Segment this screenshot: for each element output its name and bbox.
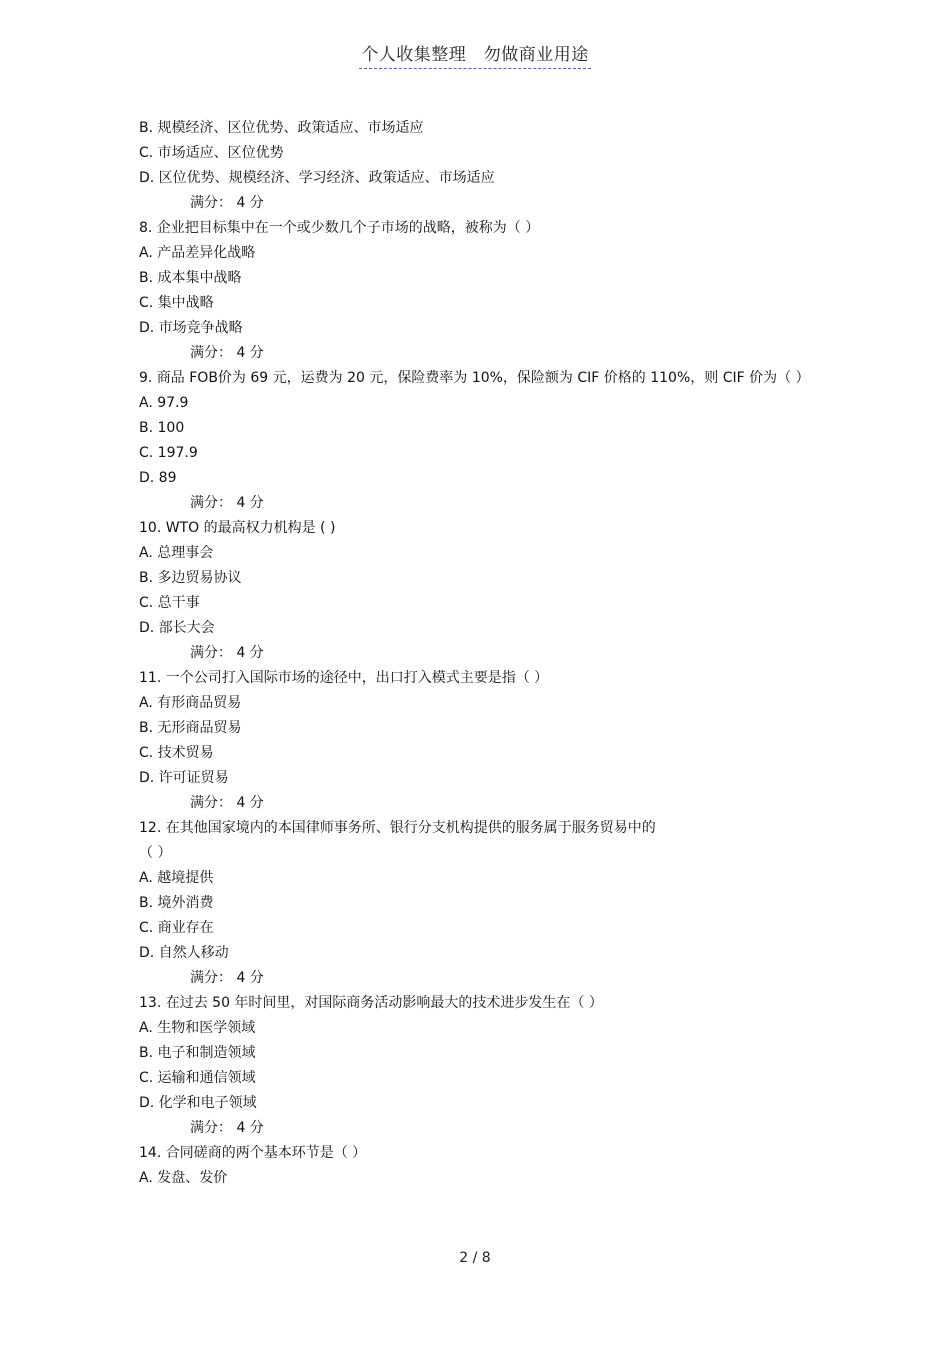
page-header bbox=[0, 40, 950, 69]
option-a: A. 97.9 bbox=[139, 395, 189, 411]
option-d: D. 化学和电子领域 bbox=[139, 1095, 257, 1111]
header-title: 个人收集整理 勿做商业用途 bbox=[359, 40, 591, 69]
score-line: 满分： 4 分 bbox=[190, 795, 264, 811]
question-12-blank: （ ） bbox=[139, 845, 172, 861]
option-b: B. 100 bbox=[139, 420, 185, 436]
option-a: A. 产品差异化战略 bbox=[139, 245, 256, 261]
question-9: 9. 商品 FOB价为 69 元，运费为 20 元，保险费率为 10%，保险额为 CIF 价格的 110%，则 CIF 价为（ ） bbox=[139, 370, 810, 386]
option-c: C. 197.9 bbox=[139, 445, 198, 461]
option-b: B. 成本集中战略 bbox=[139, 270, 242, 286]
option-d: D. 区位优势、规模经济、学习经济、政策适应、市场适应 bbox=[139, 170, 495, 186]
option-d: D. 部长大会 bbox=[139, 620, 215, 636]
score-line: 满分： 4 分 bbox=[190, 195, 264, 211]
option-d: D. 89 bbox=[139, 470, 177, 486]
page-number: 2 / 8 bbox=[459, 1250, 491, 1266]
document-body bbox=[139, 116, 819, 1191]
score-line: 满分： 4 分 bbox=[190, 345, 264, 361]
option-b: B. 多边贸易协议 bbox=[139, 570, 242, 586]
score-line: 满分： 4 分 bbox=[190, 1120, 264, 1136]
option-c: C. 市场适应、区位优势 bbox=[139, 145, 284, 161]
option-c: C. 技术贸易 bbox=[139, 745, 214, 761]
option-a: A. 有形商品贸易 bbox=[139, 695, 242, 711]
question-10: 10. WTO 的最高权力机构是 ( ) bbox=[139, 520, 336, 536]
question-11: 11. 一个公司打入国际市场的途径中，出口打入模式主要是指（ ） bbox=[139, 670, 549, 686]
option-c: C. 运输和通信领域 bbox=[139, 1070, 256, 1086]
option-c: C. 集中战略 bbox=[139, 295, 214, 311]
option-a: A. 越境提供 bbox=[139, 870, 214, 886]
question-12: 12. 在其他国家境内的本国律师事务所、银行分支机构提供的服务属于服务贸易中的 bbox=[139, 820, 656, 836]
option-a: A. 生物和医学领域 bbox=[139, 1020, 256, 1036]
option-d: D. 许可证贸易 bbox=[139, 770, 229, 786]
option-d: D. 市场竞争战略 bbox=[139, 320, 243, 336]
option-c: C. 总干事 bbox=[139, 595, 200, 611]
option-d: D. 自然人移动 bbox=[139, 945, 229, 961]
score-line: 满分： 4 分 bbox=[190, 495, 264, 511]
question-14: 14. 合同磋商的两个基本环节是（ ） bbox=[139, 1145, 367, 1161]
question-13: 13. 在过去 50 年时间里，对国际商务活动影响最大的技术进步发生在（ ） bbox=[139, 995, 603, 1011]
option-a: A. 总理事会 bbox=[139, 545, 214, 561]
score-line: 满分： 4 分 bbox=[190, 645, 264, 661]
question-8: 8. 企业把目标集中在一个或少数几个子市场的战略，被称为（ ） bbox=[139, 220, 540, 236]
option-b: B. 规模经济、区位优势、政策适应、市场适应 bbox=[139, 120, 424, 136]
option-b: B. 电子和制造领域 bbox=[139, 1045, 256, 1061]
option-b: B. 无形商品贸易 bbox=[139, 720, 242, 736]
option-b: B. 境外消费 bbox=[139, 895, 214, 911]
option-a: A. 发盘、发价 bbox=[139, 1170, 228, 1186]
score-line: 满分： 4 分 bbox=[190, 970, 264, 986]
option-c: C. 商业存在 bbox=[139, 920, 214, 936]
